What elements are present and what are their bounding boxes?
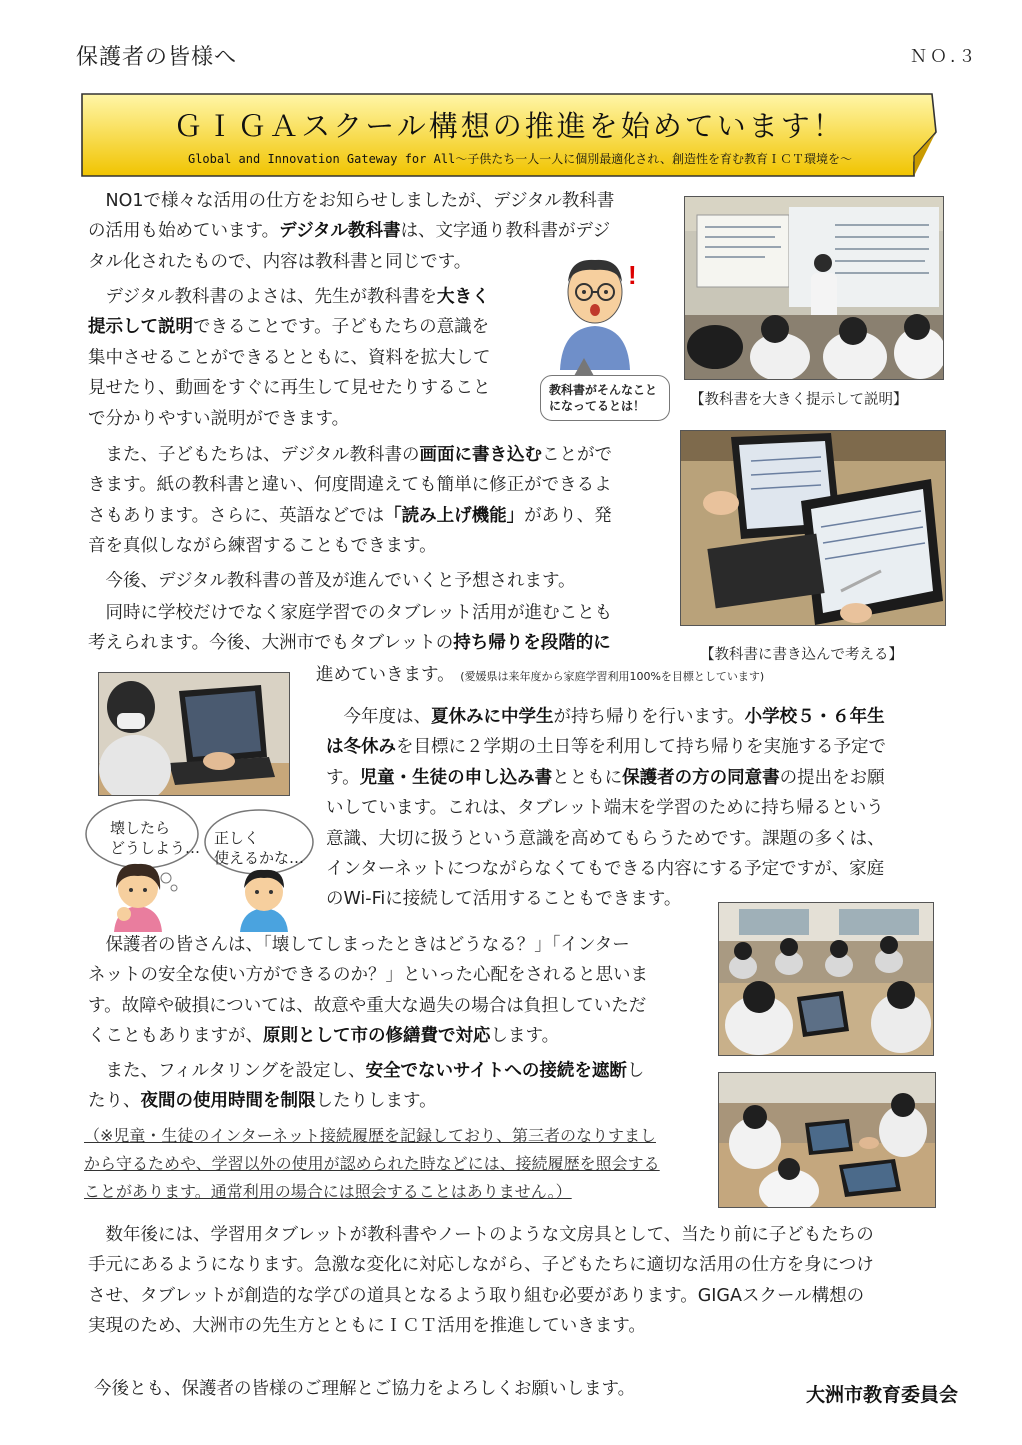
paragraph-concerns: 保護者の皆さんは、「壊してしまったときはどうなる？」「インター ネットの安全な使い方ができるのか？」といった心配をされると思いま す。故障や破損については、故意や重大な過失の場合は負担していただ くこともありますが、原則として市の修繕費で対応します。 [88, 935, 648, 1047]
paragraph-filtering: また、フィルタリングを設定し、安全でないサイトへの接続を遮断し たり、夜間の使用時間を制限したりします。 [88, 1061, 645, 1112]
paragraph-take-home: 同時に学校だけでなく家庭学習でのタブレット活用が進むことも 考えられます。今後、大洲市でもタブレットの持ち帰りを段階的に [88, 603, 613, 654]
paragraph-merits: デジタル教科書のよさは、先生が教科書を大きく 提示して説明できることです。子どもたちの意識を 集中させることができるとともに、資料を拡大して 見せたり、動画をすぐに再生して見せたりすること で分かりやすい説明ができます。 [88, 287, 491, 429]
thought-cloud-broken: 壊したら どうしよう… [110, 819, 201, 857]
photo-writing-on-tablet [680, 430, 946, 626]
photo-teacher-presenting [684, 196, 944, 380]
issue-number: ＮＯ.３ [910, 47, 979, 67]
paragraph-intro: NO1で様々な活用の仕方をお知らせしましたが、デジタル教科書 の活用も始めています。デジタル教科書は、文字通り教科書がデジ タル化されたもので、内容は教科書と同じです。 [88, 191, 615, 272]
svg-text:!: ! [628, 260, 637, 290]
teacher-speech-bubble: 教科書がそんなこと になってるとは！ [540, 375, 670, 421]
surprised-teacher-illustration [550, 250, 640, 370]
access-log-note: （※児童・生徒のインターネット接続履歴を記録しており、第三者のなりすまし から守るためや、学習以外の使用が認められた時などには、接続履歴を照会する ことがあります。通常利用の場合には照会することはありません。） [84, 1126, 660, 1201]
thought-cloud-correct-use: 正しく 使えるかな… [214, 829, 305, 867]
photo-group-tablets [718, 1072, 936, 1208]
paragraph-schedule: 今年度は、夏休みに中学生が持ち帰りを行います。小学校５・６年生 は冬休みを目標に２学期の土日等を利用して持ち帰りを実施する予定で す。児童・生徒の申し込み書とともに保護者の方の同意書の提出をお願 いしています。これは、タブレット端末を学習のために持ち帰るという 意識、大切に扱うという意識を高めてもらうためです。課題の多くは、 インターネットにつながらなくてもできる内容にする予定ですが、家庭 のWi-Fiに接続して活用することもできます。 [326, 707, 886, 910]
speech-bubble-pointer [574, 358, 594, 376]
photo2-caption: 【教科書に書き込んで考える】 [700, 647, 903, 663]
paragraph-future: 今後、デジタル教科書の普及が進んでいくと予想されます。 [105, 571, 576, 591]
paragraph-writing: また、子どもたちは、デジタル教科書の画面に書き込むことがで きます。紙の教科書と違い、何度間違えても簡単に修正ができるよ さもあります。さらに、英語などでは「読み上げ機能」があり、発 音を真似しながら練習することもできます。 [88, 445, 612, 557]
take-home-continued: 進めていきます。 (愛媛県は来年度から家庭学習利用100%を目標としています) [316, 665, 765, 685]
paragraph-conclusion: 数年後には、学習用タブレットが教科書やノートのような文房具として、当たり前に子どもたちの 手元にあるようになります。急激な変化に対応しながら、子どもたちに適切な活用の仕方を身につけ させ、タブレットが創造的な学びの道具となるよう取り組む必要があります。GIGAスクール構想の 実現のため、大洲市の先生方とともにＩＣＴ活用を推進していきます。 [88, 1225, 874, 1337]
newsletter-subtitle: Global and Innovation Gateway for All～子供たち一人一人に個別最適化され、創造性を育む教育ＩＣＴ環境を～ [187, 152, 853, 166]
photo1-caption: 【教科書を大きく提示して説明】 [690, 392, 908, 408]
newsletter-title: ＧＩＧＡスクール構想の推進を始めています！ [173, 109, 845, 143]
signature: 大洲市教育委員会 [806, 1384, 959, 1406]
photo-classroom-tablets [718, 902, 934, 1056]
closing-line: 今後とも、保護者の皆様のご理解とご協力をよろしくお願いします。 [94, 1379, 636, 1399]
recipient-heading: 保護者の皆様へ [76, 45, 238, 70]
photo-child-typing [98, 672, 290, 796]
